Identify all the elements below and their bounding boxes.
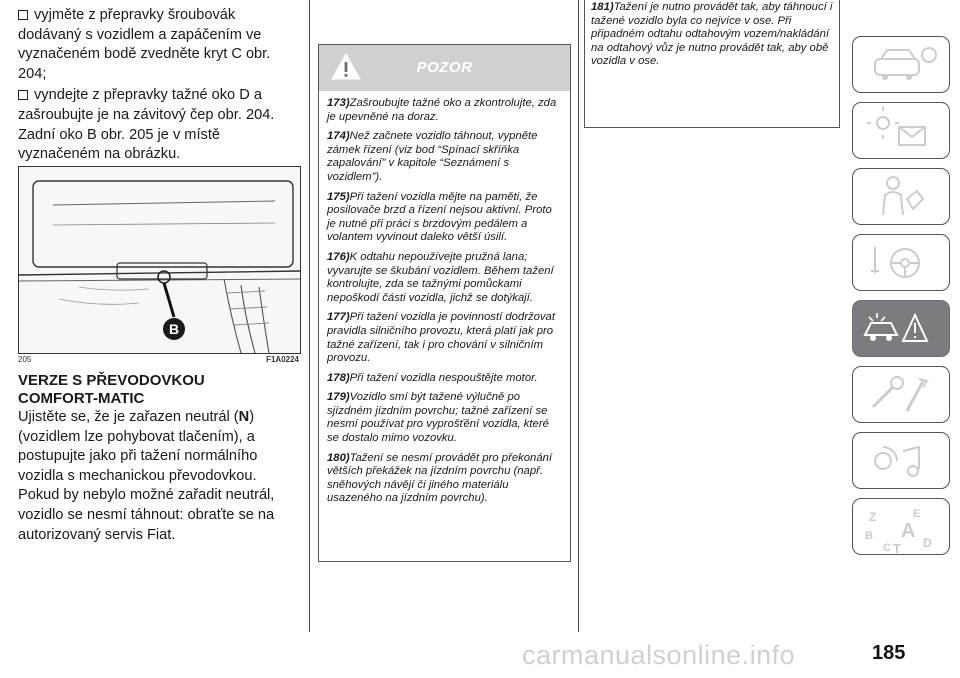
watermark: carmanualsonline.info bbox=[522, 640, 796, 670]
index-icon bbox=[853, 499, 951, 556]
chapter-tab[interactable] bbox=[852, 102, 950, 159]
figure-number: 205 bbox=[18, 355, 32, 364]
starting-driving-icon bbox=[853, 235, 951, 292]
warning-item bbox=[585, 0, 839, 69]
paragraph-text-b: ) (vozidlem lze pohybovat tlačením), a postupujte jako při tažení normálního vozidla s mechanickou převodovkou. Pokud by nebylo možné zařadit neutrál, vozidlo se nesmí táhnout: obraťte se na autorizovaný servis Fiat. bbox=[18, 409, 275, 543]
svg-text:B: B bbox=[865, 530, 873, 542]
warning-item bbox=[327, 372, 562, 386]
figure-205 bbox=[18, 166, 301, 354]
warning-item-number: 179) bbox=[327, 391, 350, 404]
checkbox-bullet-icon bbox=[18, 90, 28, 100]
chapter-tab[interactable] bbox=[852, 432, 950, 489]
warning-item-number: 178) bbox=[327, 371, 350, 384]
warning-item bbox=[327, 191, 562, 245]
warning-item-number: 180) bbox=[327, 451, 350, 464]
column-divider bbox=[309, 0, 310, 632]
warning-item-text: Tažení se nesmí provádět pro překonání větších překážek na jízdním povrchu (např. sněhových návějí či jiného materiálu usazeného na jízdním povrchu). bbox=[327, 451, 553, 505]
neutral-gear-letter: N bbox=[238, 409, 250, 425]
warning-lights-icon bbox=[853, 103, 951, 160]
warning-item-number: 176) bbox=[327, 250, 350, 263]
warning-item-number: 177) bbox=[327, 311, 350, 324]
chapter-tab[interactable] bbox=[852, 234, 950, 291]
warning-item bbox=[327, 251, 562, 305]
paragraph-text-a: Ujistěte se, že je zařazen neutrál ( bbox=[18, 409, 239, 425]
chapter-tab[interactable] bbox=[852, 300, 950, 357]
warning-continued-box bbox=[584, 0, 840, 128]
warning-item bbox=[327, 311, 562, 365]
warning-item-number: 173) bbox=[327, 97, 350, 109]
chapter-tab[interactable] bbox=[852, 366, 950, 423]
bullet-text: vyjměte z přepravky šroubovák dodávaný s vozidlem a zapáčením ve vyznačeném bodě zvedněte kryt C obr. 204; bbox=[18, 7, 271, 82]
warning-header bbox=[319, 45, 570, 91]
bullet-text: vyndejte z přepravky tažné oko D a zašroubujte je na závitový čep obr. 204. Zadní oko B obr. 205 je v místě vyznačeném na obrázku. bbox=[18, 87, 275, 163]
emergency-icon bbox=[853, 301, 951, 358]
figure-marker-label: B bbox=[168, 321, 180, 337]
warning-item-number: 181) bbox=[591, 1, 614, 13]
svg-text:Z: Z bbox=[869, 510, 877, 524]
heading-line-1: VERZE S PŘEVODOVKOU bbox=[18, 372, 205, 389]
checkbox-bullet-icon bbox=[18, 10, 28, 20]
section-heading bbox=[18, 372, 300, 408]
svg-text:A: A bbox=[901, 520, 916, 542]
warning-item bbox=[327, 391, 562, 445]
warning-item-text: Vozidlo smí být tažené výlučně po sjízdném jízdním povrchu; tažné zařízení se nesmí používat pro vyprošťění vozidla, které se dostalo mimo vozovku. bbox=[327, 391, 549, 445]
warning-item-text: Při tažení vozidla mějte na paměti, že posilovače brzd a řízení nejsou aktivní. Proto je nutné při práci s brzdovým pedálem a volantem vyvinout daleko větší úsilí. bbox=[327, 190, 552, 244]
technical-data-icon bbox=[853, 433, 951, 490]
warning-item-number: 175) bbox=[327, 190, 350, 203]
maintenance-icon bbox=[853, 367, 951, 424]
safety-airbag-icon bbox=[853, 169, 951, 226]
chapter-tab[interactable] bbox=[852, 168, 950, 225]
bullet-item bbox=[18, 86, 300, 164]
figure-code: F1A0224 bbox=[266, 355, 299, 364]
chapter-tab[interactable] bbox=[852, 36, 950, 93]
column-divider bbox=[578, 0, 579, 632]
svg-text:C: C bbox=[883, 542, 891, 554]
warning-item-number: 174) bbox=[327, 130, 350, 143]
column-left bbox=[18, 6, 300, 165]
warning-title: POZOR bbox=[416, 59, 473, 76]
warning-item-text: K odtahu nepoužívejte pružná lana; vyvarujte se škubání vozidlem. Během tažení kontrolujte, zda se tažnými pomůckami nepoškodí části vozidla, jichž se dotýkají. bbox=[327, 250, 554, 304]
car-dashboard-icon bbox=[853, 37, 951, 94]
warning-item bbox=[327, 97, 562, 124]
svg-text:E: E bbox=[913, 508, 921, 520]
warning-list bbox=[319, 91, 570, 506]
warning-item-text: Zašroubujte tažné oko a zkontrolujte, zda je upevněné na doraz. bbox=[327, 97, 557, 123]
bullet-item bbox=[18, 6, 300, 84]
section-paragraph bbox=[18, 408, 300, 545]
svg-text:T: T bbox=[893, 541, 901, 556]
rear-tow-eye-illustration bbox=[19, 167, 300, 353]
warning-item bbox=[327, 130, 562, 184]
figure-caption bbox=[18, 355, 299, 364]
warning-item-text: Při tažení vozidla nespouštějte motor. bbox=[349, 371, 538, 384]
warning-item-text: Než začnete vozidlo táhnout, vypněte zámek řízení (viz bod “Spínací skříňka zapalování” v kapitole “Seznámení s vozidlem”). bbox=[327, 130, 538, 183]
warning-box bbox=[318, 44, 571, 562]
svg-text:D: D bbox=[923, 536, 932, 550]
warning-item-text: Při tažení vozidla je povinností dodržovat pravidla silničního provozu, která platí jak pro tažné zařízení, tak i pro chování v silničním provozu. bbox=[327, 311, 555, 365]
warning-item bbox=[327, 452, 562, 506]
heading-line-2: COMFORT-MATIC bbox=[18, 390, 145, 407]
page-number: 185 bbox=[872, 642, 906, 664]
section-comfort-matic bbox=[18, 372, 300, 545]
warning-item-text: Tažení je nutno provádět tak, aby táhnoucí i tažené vozidlo byla co nejvíce v ose. Při připadném odtahu odtahovým vozem/nakládání na odtahový vůz je nutno provádět tak, aby obě vozidla v ose. bbox=[591, 1, 833, 68]
chapter-tab[interactable] bbox=[852, 498, 950, 555]
